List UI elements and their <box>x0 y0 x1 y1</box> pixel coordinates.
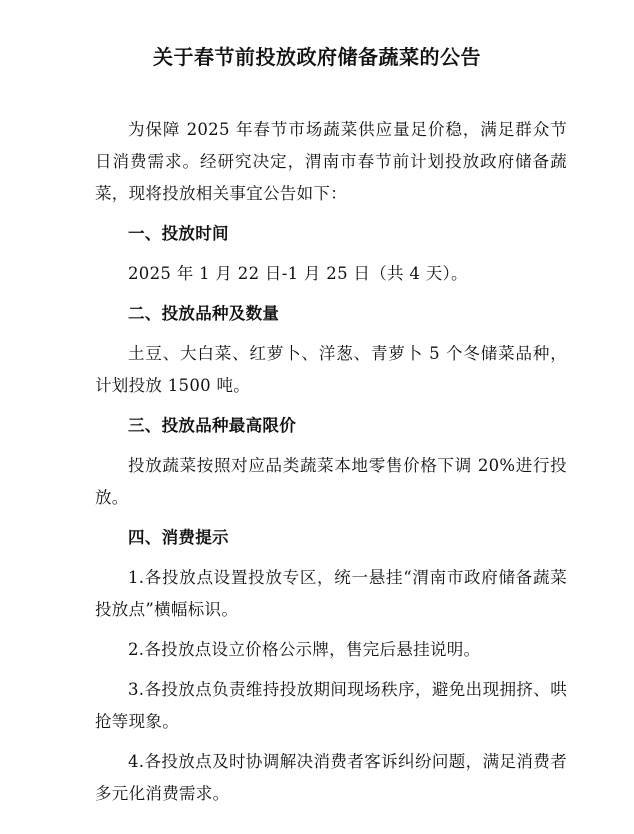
section-heading-price-limit: 三、投放品种最高限价 <box>128 416 296 435</box>
tip-item-2: 2.各投放点设立价格公示牌，售完后悬挂说明。 <box>128 640 481 659</box>
section-time-paragraph: 2025 年 1 月 22 日-1 月 25 日（共 4 天）。 <box>128 264 468 283</box>
document-body <box>95 114 567 818</box>
section-price-paragraph: 投放蔬菜按照对应品类蔬菜本地零售价格下调 20%进行投放。 <box>95 456 567 507</box>
section-heading-varieties: 二、投放品种及数量 <box>128 304 280 323</box>
section-varieties-paragraph: 土豆、大白菜、红萝卜、洋葱、青萝卜 5 个冬储菜品种，计划投放 1500 吨。 <box>95 344 567 395</box>
intro-paragraph: 为保障 2025 年春节市场蔬菜供应量足价稳，满足群众节日消费需求。经研究决定，渭南市春节前计划投放政府储备蔬菜，现将投放相关事宜公告如下： <box>95 120 567 203</box>
section-heading-tips: 四、消费提示 <box>128 528 229 547</box>
tip-item-3: 3.各投放点负责维持投放期间现场秩序，避免出现拥挤、哄抢等现象。 <box>95 680 567 731</box>
document-title: 关于春节前投放政府储备蔬菜的公告 <box>153 45 481 69</box>
section-heading-time: 一、投放时间 <box>128 224 229 243</box>
tip-item-1: 1.各投放点设置投放专区，统一悬挂“渭南市政府储备蔬菜投放点”横幅标识。 <box>95 568 567 619</box>
tip-item-4: 4.各投放点及时协调解决消费者客诉纠纷问题，满足消费者多元化消费需求。 <box>95 752 567 803</box>
